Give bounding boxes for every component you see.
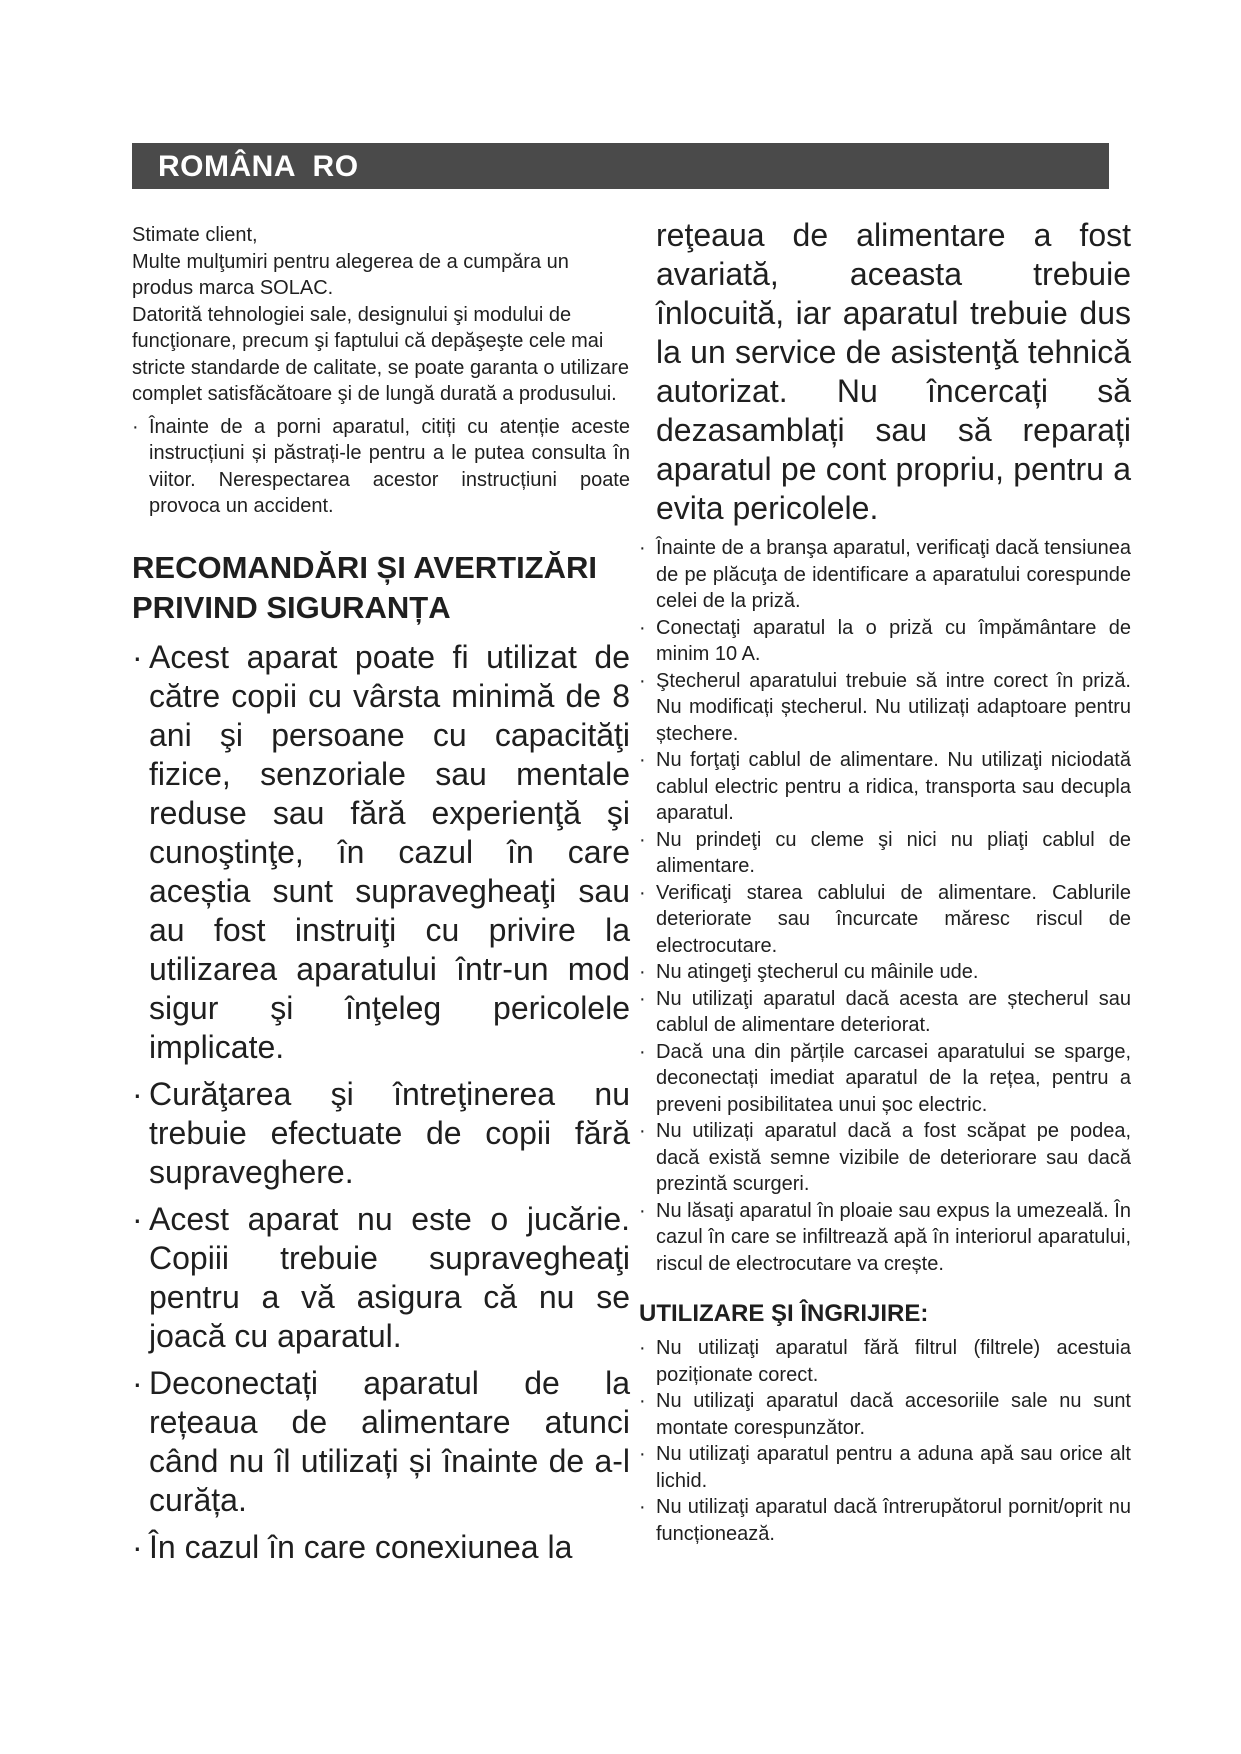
instructions-bullet: · Înainte de a porni aparatul, citiți cu atenție aceste instrucțiuni și păstrați-le pentru a le putea consulta în viitor. Nerespectarea acestor instrucțiuni poate provoca un accident. (132, 414, 630, 520)
right-column (639, 216, 1131, 1547)
safety-bullet: · Nu lăsaţi aparatul în ploaie sau expus la umezeală. În cazul în care se infiltrează apă în interiorul aparatului, riscul de electrocutare va crește. (639, 1198, 1131, 1278)
safety-bullet: · Conectaţi aparatul la o priză cu împământare de minim 10 A. (639, 615, 1131, 668)
thanks-paragraph: Multe mulţumiri pentru alegerea de a cumpăra un produs marca SOLAC. (132, 250, 569, 299)
safety-bullet: · Verificaţi starea cablului de alimentare. Cablurile deteriorate sau încurcate măresc riscul de electrocutare. (639, 880, 1131, 960)
safety-bullet: · Nu utilizați aparatul dacă a fost scăpat pe podea, dacă există semne vizibile de deteriorare sau dacă prezintă scurgeri. (639, 1118, 1131, 1198)
quality-paragraph: Datorită tehnologiei sale, designului şi modului de funcţionare, precum şi faptului că depăşeşte cele mai stricte standarde de calitate, se poate garanta o utilizare complet satisfăcătoare şi de lungă durată a produsului. (132, 303, 629, 405)
greeting: Stimate client, (132, 224, 258, 246)
safety-bullet: · Nu prindeţi cu cleme şi nici nu pliaţi cablul de alimentare. (639, 827, 1131, 880)
safety-bullet-continuation: reţeaua de alimentare a fost avariată, aceasta trebuie înlocuită, iar aparatul trebuie dus la un service de asistenţă tehnică autorizat. Nu încercați să dezasamblați sau să reparați aparatul pe cont propriu, pentru a evita pericolele. (656, 217, 1131, 526)
safety-bullet: · Acest aparat nu este o jucărie. Copiii trebuie supravegheaţi pentru a vă asigura că nu se joacă cu aparatul. (132, 1200, 630, 1356)
safety-bullet: · Dacă una din părțile carcasei aparatului se sparge, deconectați imediat aparatul de la rețea, pentru a preveni posibilitatea unui șoc electric. (639, 1039, 1131, 1119)
safety-bullet: · Nu forţaţi cablul de alimentare. Nu utilizaţi niciodată cablul electric pentru a ridica, transporta sau decupla aparatul. (639, 747, 1131, 827)
language-header-title: ROMÂNA RO (158, 150, 359, 183)
safety-bullet: · Ştecherul aparatului trebuie să intre corect în priză. Nu modificați ștecherul. Nu utilizați adaptoare pentru ștechere. (639, 668, 1131, 748)
safety-bullet: · Nu atingeţi ştecherul cu mâinile ude. (639, 959, 1131, 986)
left-column (132, 222, 630, 1575)
safety-bullet: · În cazul în care conexiunea la (132, 1528, 630, 1567)
safety-bullet: · Acest aparat poate fi utilizat de către copii cu vârsta minimă de 8 ani şi persoane cu capacităţi fizice, senzoriale sau mentale reduse sau fără experienţă şi cunoştinţe, în cazul în care aceștia sunt supravegheaţi sau au fost instruiţi cu privire la utilizarea aparatului într-un mod sigur şi înţeleg pericolele implicate. (132, 638, 630, 1067)
safety-bullet: · Nu utilizaţi aparatul dacă acesta are ștecherul sau cablul de alimentare deteriorat. (639, 986, 1131, 1039)
safety-bullet: · Deconectați aparatul de la rețeaua de alimentare atunci când nu îl utilizați și înainte de a-l curăța. (132, 1364, 630, 1520)
use-care-heading: UTILIZARE ŞI ÎNGRIJIRE: (639, 1300, 929, 1327)
use-care-bullet: · Nu utilizaţi aparatul dacă accesoriile sale nu sunt montate corespunzător. (639, 1388, 1131, 1441)
use-care-bullet: · Nu utilizaţi aparatul pentru a aduna apă sau orice alt lichid. (639, 1441, 1131, 1494)
safety-bullet: · Înainte de a branşa aparatul, verificaţi dacă tensiunea de pe plăcuţa de identificare a aparatului corespunde celei de la priză. (639, 535, 1131, 615)
use-care-bullet: · Nu utilizaţi aparatul fără filtrul (filtrele) acestuia poziționate corect. (639, 1335, 1131, 1388)
safety-bullet: · Curăţarea şi întreţinerea nu trebuie efectuate de copii fără supraveghere. (132, 1075, 630, 1192)
language-header-bar (132, 143, 1109, 189)
use-care-bullet: · Nu utilizaţi aparatul dacă întrerupătorul pornit/oprit nu funcționează. (639, 1494, 1131, 1547)
safety-heading: RECOMANDĂRI ȘI AVERTIZĂRI PRIVIND SIGURANȚA (132, 549, 597, 625)
